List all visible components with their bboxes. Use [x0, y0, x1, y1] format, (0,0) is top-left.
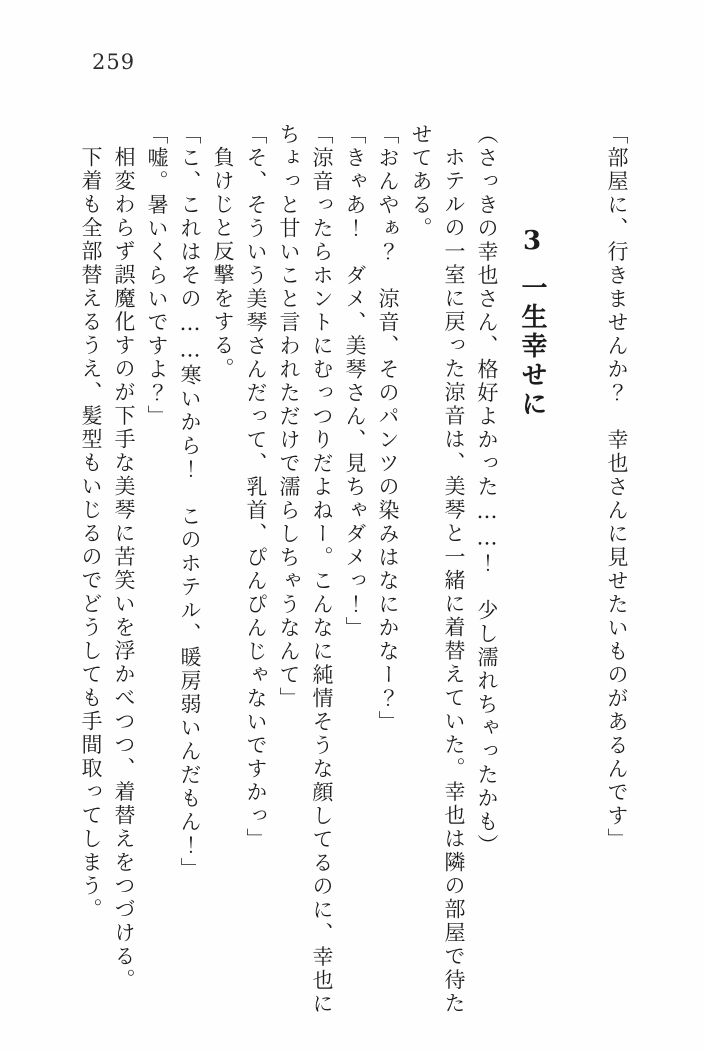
text-line: 負けじと反撃をする。 [211, 146, 235, 381]
vertical-text-block [74, 123, 633, 1016]
chapter-number: 3 [517, 226, 547, 259]
page-number: 259 [92, 50, 136, 74]
text-line: 「部屋に、行きませんか？ 幸也さんに見せたいものがあるんです」 [605, 123, 629, 852]
text-line: 「きゃあ！ ダメ、美琴さん、見ちゃダメっ！」 [343, 123, 367, 640]
chapter-heading [513, 123, 550, 998]
text-line: 「こ、これはその……寒いから！ このホテル、暖房弱いんだもん！」 [178, 123, 202, 881]
text-line: 相変わらず誤魔化すのが下手な美琴に苦笑いを浮かべつつ、着替えをつづける。 [112, 146, 136, 992]
text-line: 下着も全部替えるうえ、髪型もいじるのでどうしても手間取ってしまう。 [79, 146, 103, 922]
text-line: 「おんやぁ？ 涼音、そのパンツの染みはなにかなー？」 [376, 123, 400, 734]
text-line: 「そ、そういう美琴さんだって、乳首、ぴんぴんじゃないですかっ」 [244, 123, 268, 852]
text-line: （さっきの幸也さん、格好よかった……！ 少し濡れちゃったかも） [475, 123, 499, 858]
text-line: ちょっと甘いこと言われただけで濡らしちゃうなんて」 [277, 123, 301, 711]
chapter-title: 一生幸せに [517, 274, 547, 419]
text-line: ホテルの一室に戻った涼音は、美琴と一緒に着替えていた。幸也は隣の部屋で待た [442, 146, 466, 1016]
text-line: せてある。 [409, 123, 433, 241]
text-line: 「嘘。暑いくらいですよ？」 [145, 123, 169, 429]
text-line: 「涼音ったらホントにむっつりだよねー。こんなに純情そうな顔してるのに、幸也に [310, 123, 334, 1016]
